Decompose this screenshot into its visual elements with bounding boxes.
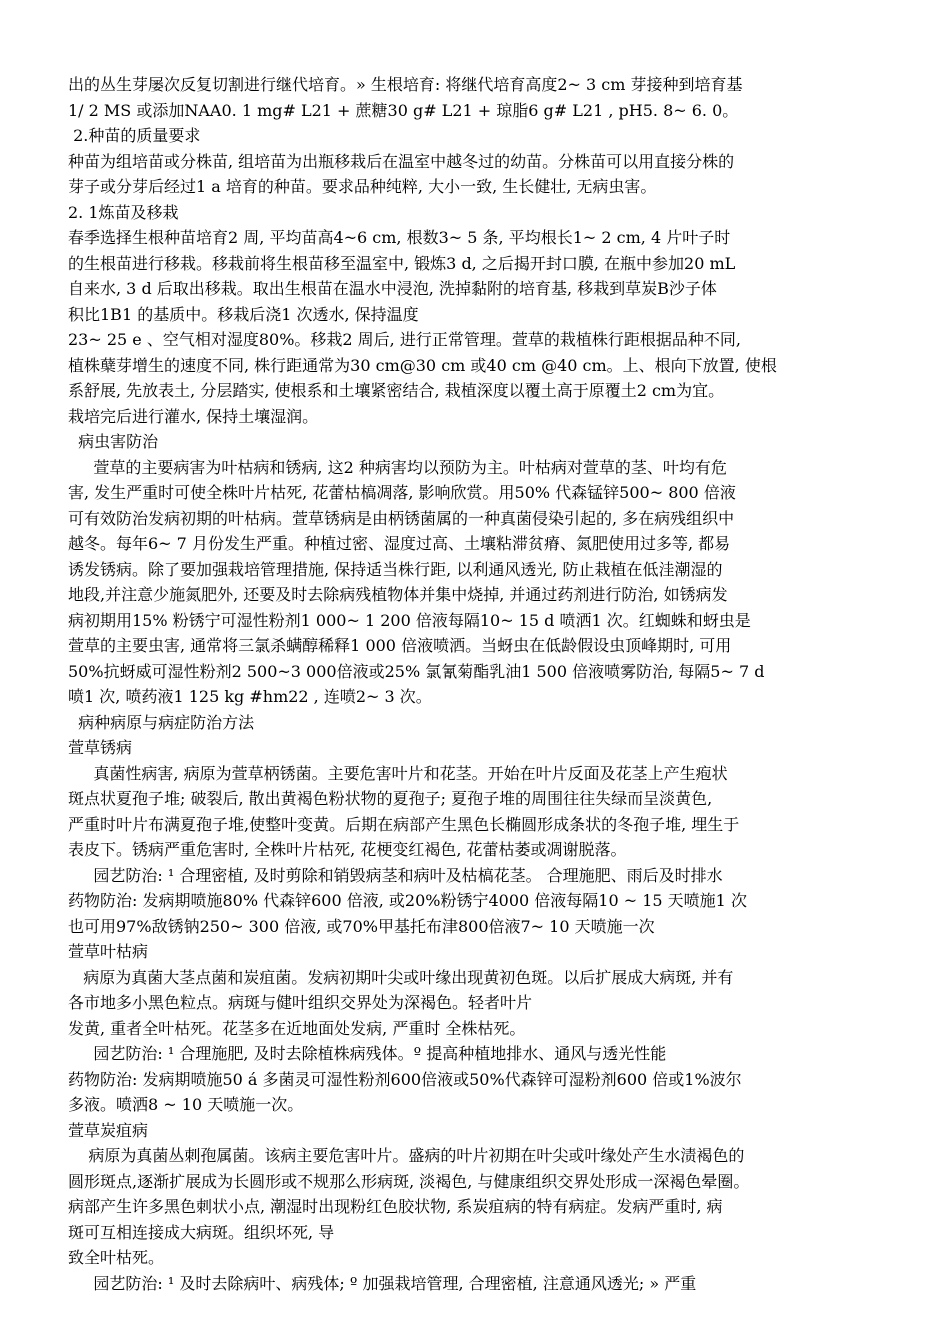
text-line: 多液。喷洒8 ~ 10 天喷施一次。 [68,1095,304,1114]
text-line: 药物防治: 发病期喷施80% 代森锌600 倍液, 或20%粉锈宁4000 倍液每隔10 ~ 15 天喷施1 次 [68,891,747,910]
text-line: 病原为真菌大茎点菌和炭疽菌。发病初期叶尖或叶缘出现黄初色斑。以后扩展成大病斑, 并有 [68,967,734,987]
text-line: 芽子或分芽后经过1 a 培育的种苗。要求品种纯粹, 大小一致, 生长健壮, 无病虫害。 [68,177,657,196]
text-line: 2. 1炼苗及移栽 [68,202,179,222]
text-line: 的生根苗进行移栽。移栽前将生根苗移至温室中, 锻炼3 d, 之后揭开封口膜, 在瓶中参加20 mL [68,253,736,273]
text-line: 萱草的主要虫害, 通常将三氯杀螨醇稀释1 000 倍液喷洒。当蚜虫在低龄假设虫顶峰期时, 可用 [68,636,732,655]
text-line: 病初期用15% 粉锈宁可湿性粉剂1 000~ 1 200 倍液每隔10~ 15 d 喷洒1 次。红蜘蛛和蚜虫是 [68,610,751,630]
text-line: 50%抗蚜威可湿性粉剂2 500~3 000倍液或25% 氯氰菊酯乳油1 500 倍液喷雾防治, 每隔5~ 7 d [68,661,765,681]
text-line: 萱草叶枯病 [68,942,149,961]
text-line: 1/ 2 MS 或添加NAA0. 1 mg# L21 + 蔗糖30 g# L21 + 琼脂6 g# L21 , pH5. 8~ 6. 0。 [68,100,739,120]
text-line: 斑可互相连接成大病斑。组织坏死, 导 [68,1222,335,1242]
text-line: 23~ 25 e 、空气相对湿度80%。移栽2 周后, 进行正常管理。萱草的栽植株行距根据品种不同, [68,330,741,349]
text-line: 病部产生许多黑色刺状小点, 潮湿时出现粉红色胶状物, 系炭疽病的特有病症。发病严重时, 病 [68,1197,723,1216]
text-line: 栽培完后进行灌水, 保持土壤湿润。 [68,406,319,426]
text-line: 萱草锈病 [68,738,133,757]
text-line: 圆形斑点,逐渐扩展成为长圆形或不规那么形病斑, 淡褐色, 与健康组织交界处形成一深褐色晕圈。 [68,1171,750,1191]
text-line: 病原为真菌丛刺孢属菌。该病主要危害叶片。盛病的叶片初期在叶尖或叶缘处产生水渍褐色的 [68,1146,745,1165]
text-line: 2.种苗的质量要求 [68,126,201,145]
text-line: 喷1 次, 喷药液1 125 kg #hm22 , 连喷2~ 3 次。 [68,687,432,706]
text-line: 害, 发生严重时可使全株叶片枯死, 花蕾枯槁凋落, 影响欣赏。用50% 代森锰锌500~ 800 倍液 [68,483,736,502]
text-line: 萱草的主要病害为叶枯病和锈病, 这2 种病害均以预防为主。叶枯病对萱草的茎、叶均有危 [68,457,727,477]
text-line: 自来水, 3 d 后取出移栽。取出生根苗在温水中浸泡, 洗掉黏附的培育基, 移栽到草炭B沙子体 [68,279,717,298]
text-line: 真菌性病害, 病原为萱草柄锈菌。主要危害叶片和花茎。开始在叶片反面及花茎上产生疱状 [68,763,728,783]
text-line: 萱草炭疽病 [68,1120,149,1140]
text-line: 园艺防治: ¹ 合理密植, 及时剪除和销毁病茎和病叶及枯槁花茎。 合理施肥、雨后及时排水 [68,865,723,885]
text-line: 园艺防治: ¹ 合理施肥, 及时去除植株病残体。º 提高种植地排水、通风与透光性能 [68,1044,667,1063]
text-line: 表皮下。锈病严重危害时, 全株叶片枯死, 花梗变红褐色, 花蕾枯萎或凋谢脱落。 [68,840,627,859]
text-line: 病种病原与病症防治方法 [68,712,255,732]
text-line: 发黄, 重者全叶枯死。花茎多在近地面处发病, 严重时 全株枯死。 [68,1018,526,1038]
text-line: 园艺防治: ¹ 及时去除病叶、病残体; º 加强栽培管理, 合理密植, 注意通风透光; » 严重 [68,1273,697,1293]
text-line: 致全叶枯死。 [68,1248,165,1267]
text-line: 地段,并注意少施氮肥外, 还要及时去除病残植物体并集中烧掉, 并通过药剂进行防治, 如锈病发 [68,585,728,604]
text-line: 种苗为组培苗或分株苗, 组培苗为出瓶移栽后在温室中越冬过的幼苗。分株苗可以用直接分株的 [68,151,735,171]
text-line: 出的丛生芽屡次反复切割进行继代培育。» 生根培育: 将继代培育高度2~ 3 cm 芽接种到培育基 [68,75,743,94]
text-line: 各市地多小黑色粒点。病斑与健叶组织交界处为深褐色。轻者叶片 [68,993,533,1012]
text-line: 严重时叶片布满夏孢子堆,使整叶变黄。后期在病部产生黑色长椭圆形成条状的冬孢子堆, 埋生于 [68,814,740,834]
text-line: 可有效防治发病初期的叶枯病。萱草锈病是由柄锈菌属的一种真菌侵染引起的, 多在病残组织中 [68,508,735,528]
text-line: 越冬。每年6~ 7 月份发生严重。种植过密、湿度过高、土壤粘滞贫瘠、氮肥使用过多等, 都易 [68,534,731,553]
text-line: 积比1B1 的基质中。移栽后浇1 次透水, 保持温度 [68,304,419,324]
text-line: 植株蘖芽增生的速度不同, 株行距通常为30 cm@30 cm 或40 cm @40 cm。上、根向下放置, 使根 [68,355,777,375]
text-line: 病虫害防治 [68,432,159,451]
text-line: 药物防治: 发病期喷施50 á 多菌灵可湿性粉剂600倍液或50%代森锌可湿粉剂600 倍或1%波尔 [68,1069,742,1089]
text-line: 斑点状夏孢子堆; 破裂后, 散出黄褐色粉状物的夏孢子; 夏孢子堆的周围往往失绿而呈淡黄色, [68,789,713,808]
text-line: 系舒展, 先放表土, 分层踏实, 使根系和土壤紧密结合, 栽植深度以覆土高于原覆土2 cm为宜。 [68,381,725,400]
text-line: 也可用97%敌锈钠250~ 300 倍液, 或70%甲基托布津800倍液7~ 10 天喷施一次 [68,916,655,936]
text-line: 诱发锈病。除了要加强栽培管理措施, 保持适当株行距, 以利通风透光, 防止栽植在低洼潮湿的 [68,559,723,579]
text-line: 春季选择生根种苗培育2 周, 平均苗高4~6 cm, 根数3~ 5 条, 平均根长1~ 2 cm, 4 片叶子时 [68,228,731,247]
